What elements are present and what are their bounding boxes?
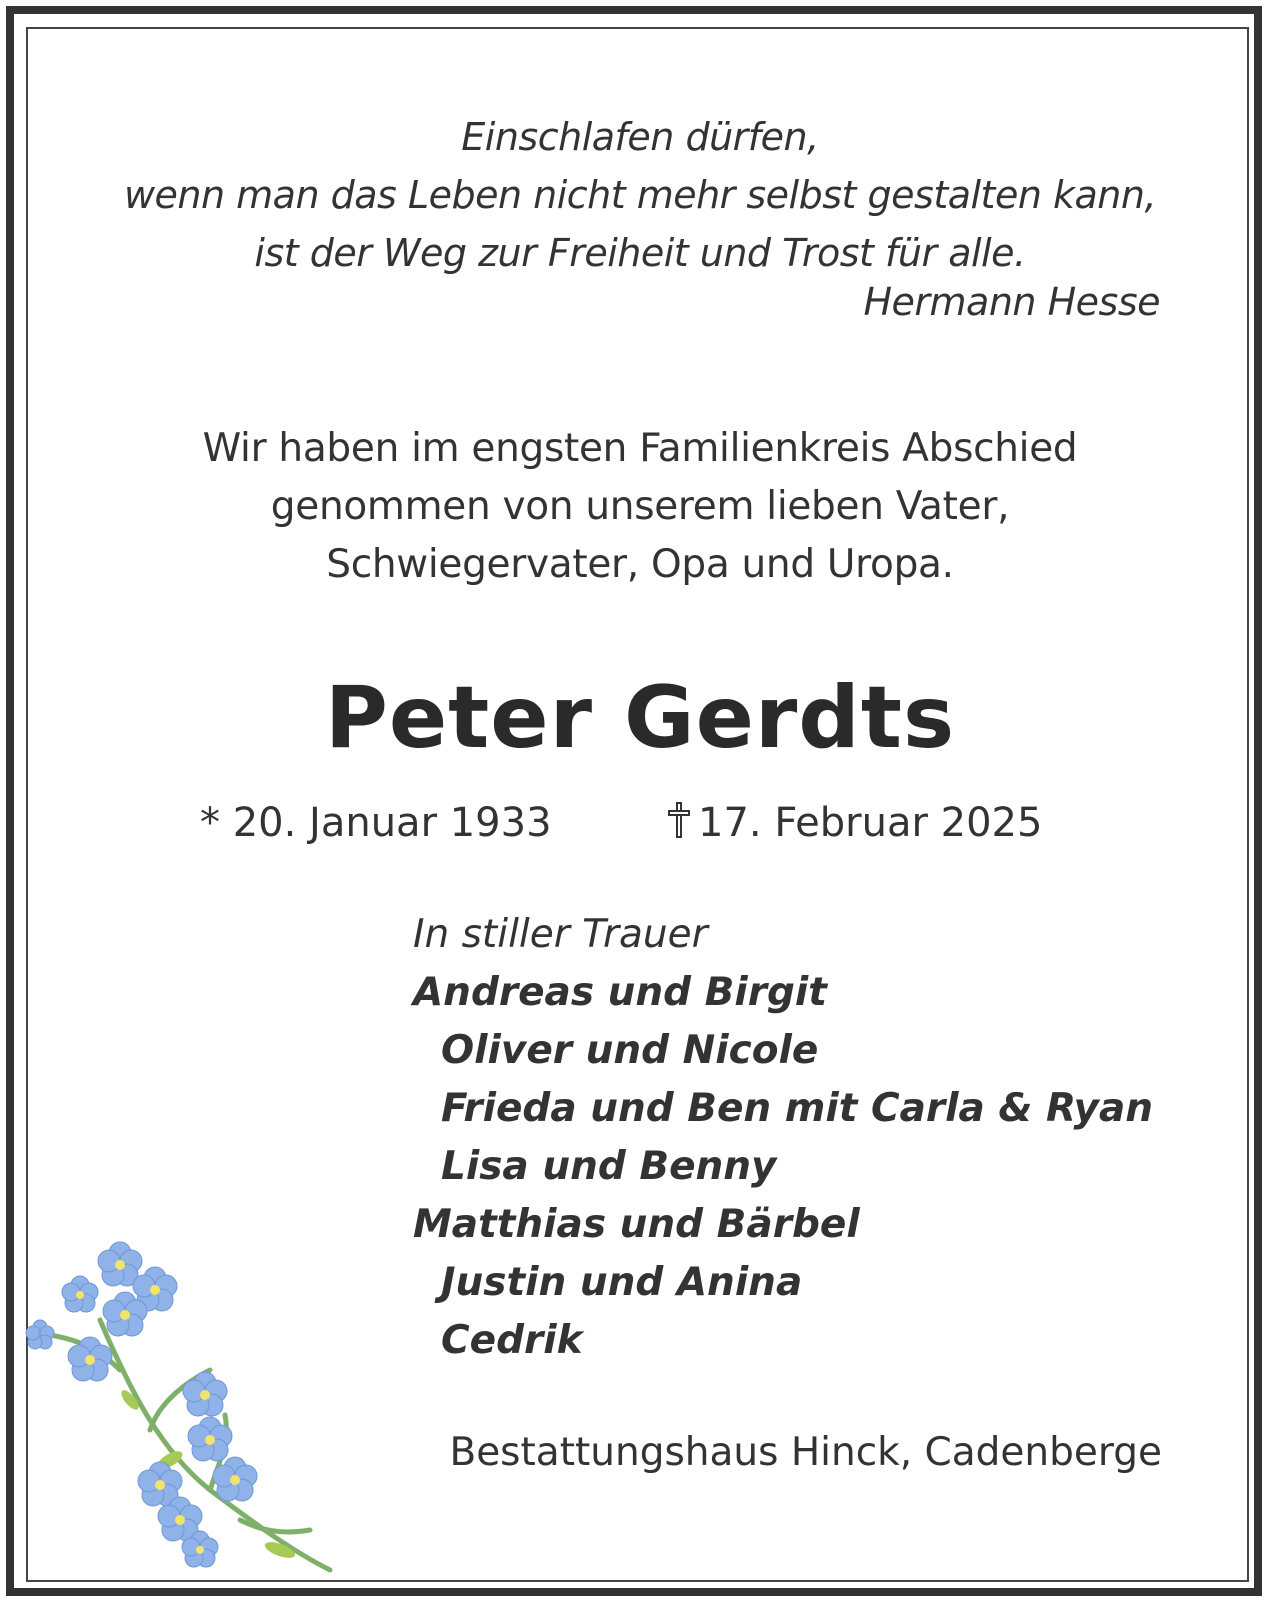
quote-line: ist der Weg zur Freiheit und Trost für alle. — [254, 231, 1026, 275]
mourner-name: Frieda und Ben mit Carla & Ryan — [441, 1086, 1154, 1131]
birth-date: * 20. Januar 1933 — [200, 800, 552, 846]
quote-author: Hermann Hesse — [863, 280, 1160, 324]
death-date-group — [668, 800, 1042, 846]
forget-me-not-flowers-icon — [10, 1230, 370, 1580]
undertaker: Bestattungshaus Hinck, Cadenberge — [449, 1430, 1162, 1475]
mourner-name: Cedrik — [441, 1318, 583, 1363]
intro-line: genommen von unserem lieben Vater, — [270, 484, 1010, 529]
deceased-name: Peter Gerdts — [324, 668, 956, 768]
mourner-name: Oliver und Nicole — [441, 1028, 819, 1073]
mourners-heading: In stiller Trauer — [413, 912, 708, 957]
quote-line: wenn man das Leben nicht mehr selbst gestalten kann, — [123, 173, 1157, 217]
mourner-name: Lisa und Benny — [441, 1144, 777, 1189]
cross-icon — [668, 802, 690, 838]
quote — [100, 108, 1180, 282]
mourner-name: Andreas und Birgit — [413, 970, 827, 1015]
mourner-name: Matthias und Bärbel — [413, 1202, 860, 1247]
quote-line: Einschlafen dürfen, — [461, 115, 819, 159]
death-date: 17. Februar 2025 — [698, 800, 1043, 846]
intro-line: Wir haben im engsten Familienkreis Abschied — [202, 426, 1078, 471]
mourner-name: Justin und Anina — [441, 1260, 803, 1305]
mourners-list — [413, 906, 1153, 1370]
intro-text — [100, 420, 1180, 594]
intro-line: Schwiegervater, Opa und Uropa. — [326, 542, 954, 587]
